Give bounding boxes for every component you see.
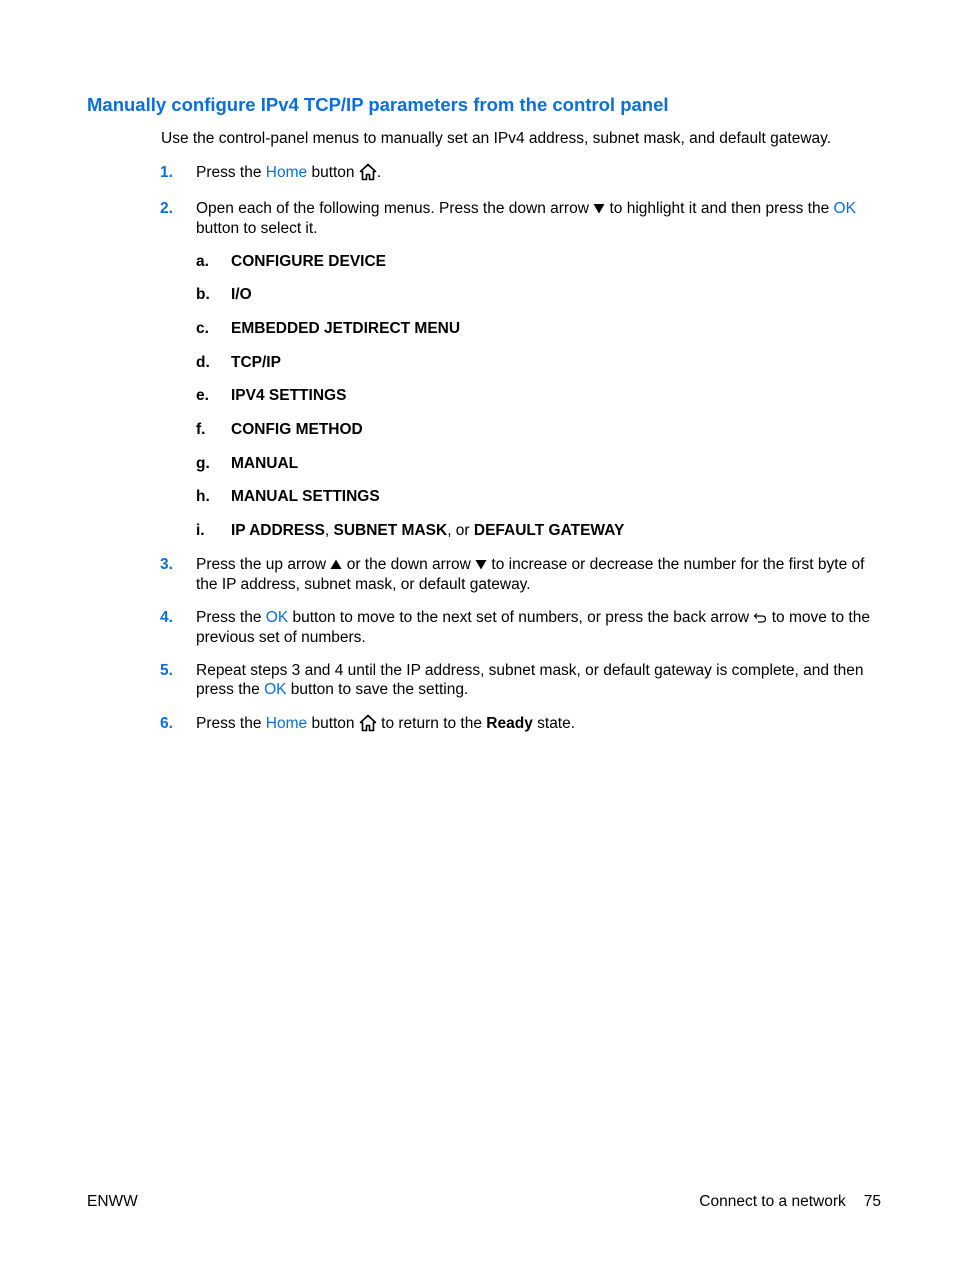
menu-item-letter: i. [196,522,205,539]
menu-item-config-method [196,420,363,439]
footer-left-label: ENWW [87,1193,138,1210]
menu-item-io [196,285,252,304]
menu-item-tcpip [196,353,281,372]
down-arrow-icon [475,556,487,575]
menu-item-address-options [196,521,624,540]
step-number: 4. [160,609,173,626]
ok-button-link[interactable]: OK [265,609,289,626]
menu-item-ipv4-settings [196,386,346,405]
home-icon [359,714,377,737]
page-title: Manually configure IPv4 TCP/IP parameters from the control panel [87,94,669,115]
menu-item-letter: f. [196,421,206,438]
intro-paragraph: Use the control-panel menus to manually set an IPv4 address, subnet mask, and default gateway. [161,130,832,147]
step-number: 6. [160,715,173,732]
menu-item-label: MANUAL SETTINGS [231,488,380,505]
step-2 [160,199,885,238]
step-5 [160,661,885,699]
step-text: Open each of the following menus. Press the down arrow to highlight it and then press the OK button to select it. [196,200,856,237]
subnet-mask-option: SUBNET MASK [333,522,448,539]
menu-item-label: IPV4 SETTINGS [231,387,347,404]
step-number: 1. [160,164,173,181]
menu-item-label: TCP/IP [231,354,281,371]
step-1 [160,163,885,186]
step-text: Press the up arrow or the down arrow to increase or decrease the number for the first byte of the IP address, subnet mask, or default gateway. [196,556,865,593]
back-arrow-icon [753,609,767,628]
menu-item-letter: g. [196,455,210,472]
default-gateway-option: DEFAULT GATEWAY [473,522,625,539]
menu-item-manual [196,454,298,473]
step-6 [160,714,885,737]
menu-item-label: I/O [231,286,252,303]
home-button-link[interactable]: Home [265,715,308,732]
menu-item-label: IP ADDRESS, SUBNET MASK, or DEFAULT GATEWAY [231,522,625,539]
step-3 [160,555,885,594]
up-arrow-icon [330,556,342,575]
menu-item-letter: e. [196,387,209,404]
menu-item-letter: b. [196,286,210,303]
step-text: Press the Home button to return to the Ready state. [196,714,885,737]
menu-item-letter: a. [196,253,209,270]
menu-item-embedded-jetdirect [196,319,460,338]
menu-item-label: CONFIG METHOD [231,421,363,438]
step-text: Press the OK button to move to the next set of numbers, or press the back arrow to move to the previous set of numbers. [196,609,870,646]
menu-item-letter: h. [196,488,210,505]
menu-item-label: MANUAL [231,455,299,472]
step-text: Press the Home button . [196,163,885,186]
menu-item-letter: d. [196,354,210,371]
home-button-link[interactable]: Home [265,164,308,181]
footer-section-title: Connect to a network [699,1193,846,1210]
down-arrow-icon [593,200,605,219]
menu-item-label: EMBEDDED JETDIRECT MENU [231,320,461,337]
menu-item-configure-device [196,252,386,271]
page-number: 75 [863,1193,881,1210]
home-icon [359,163,377,186]
step-text: Repeat steps 3 and 4 until the IP address, subnet mask, or default gateway is complete, and then press the OK button to save the setting. [196,662,864,698]
ok-button-link[interactable]: OK [833,200,856,217]
step-number: 5. [160,662,173,679]
ok-button-link[interactable]: OK [264,681,287,698]
footer-right [699,1193,881,1211]
ready-state-label: Ready [486,715,533,732]
step-number: 3. [160,556,173,573]
step-number: 2. [160,200,173,217]
step-4 [160,608,885,647]
ip-address-option: IP ADDRESS [231,522,325,539]
menu-item-letter: c. [196,320,209,337]
menu-item-manual-settings [196,487,380,506]
menu-item-label: CONFIGURE DEVICE [231,253,387,270]
